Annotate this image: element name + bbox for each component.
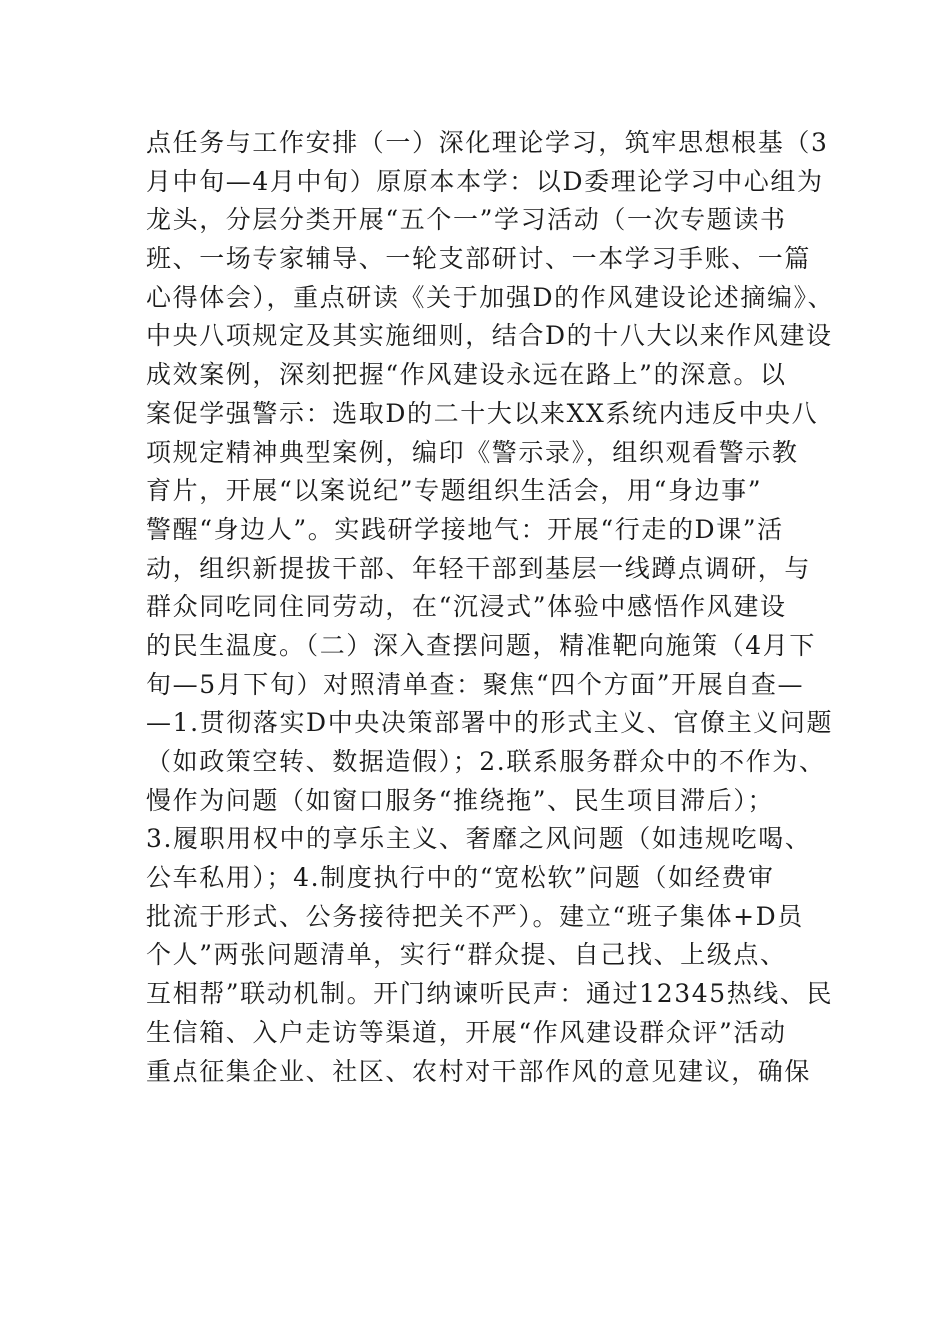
text-line: 项规定精神典型案例，编印《警示录》，组织观看警示教 [146,437,799,467]
text-line: 动，组织新提拔干部、年轻干部到基层一线蹲点调研，与 [146,553,812,583]
text-line: 班、一场专家辅导、一轮支部研讨、一本学习手账、一篇 [146,244,812,274]
text-line: 的民生温度。（二）深入查摆问题，精准靶向施策（4月下 [146,630,817,660]
text-line: 龙头，分层分类开展“五个一”学习活动（一次专题读书 [146,205,787,235]
text-line: （如政策空转、数据造假）；2.联系服务群众中的不作为、 [146,747,826,776]
text-line: 个人”两张问题清单，实行“群众提、自己找、上级点、 [146,940,787,970]
text-line: 批流于形式、公务接待把关不严）。建立“班子集体+D员 [146,901,804,931]
text-line: 育片，开展“以案说纪”专题组织生活会，用“身边事” [146,476,763,506]
text-line: 中央八项规定及其实施细则，结合D的十八大以来作风建设 [146,321,833,351]
text-line: 互相帮”联动机制。开门纳谏听民声：通过12345热线、民 [146,979,834,1009]
text-line: 月中旬—4月中旬）原原本本学：以D委理论学习中心组为 [146,166,824,196]
text-line: 旬—5月下旬）对照清单查：聚焦“四个方面”开展自查— [146,669,805,699]
text-line: 群众同吃同住同劳动，在“沉浸式”体验中感悟作风建设 [146,592,787,622]
text-line: 公车私用）；4.制度执行中的“宽松软”问题（如经费审 [146,863,775,893]
text-line: 心得体会），重点研读《关于加强D的作风建设论述摘编》、 [146,282,835,312]
text-line: 点任务与工作安排（一）深化理论学习，筑牢思想根基（3 [146,128,829,157]
body-text [146,124,836,1091]
text-line: 警醒“身边人”。实践研学接地气：开展“行走的D课”活 [146,514,784,544]
text-line: 慢作为问题（如窗口服务“推绕拖”、民生项目滞后）； [146,785,775,815]
text-line: —1.贯彻落实D中央决策部署中的形式主义、官僚主义问题 [146,708,834,738]
text-line: 案促学强警示：选取D的二十大以来XX系统内违反中央八 [146,398,819,428]
text-line: 生信箱、入户走访等渠道，开展“作风建设群众评”活动 [146,1017,787,1047]
text-line: 重点征集企业、社区、农村对干部作风的意见建议，确保 [146,1056,812,1086]
text-line: 成效案例，深刻把握“作风建设永远在路上”的深意。以 [146,360,787,390]
text-line: 3.履职用权中的享乐主义、奢靡之风问题（如违规吃喝、 [146,824,812,854]
